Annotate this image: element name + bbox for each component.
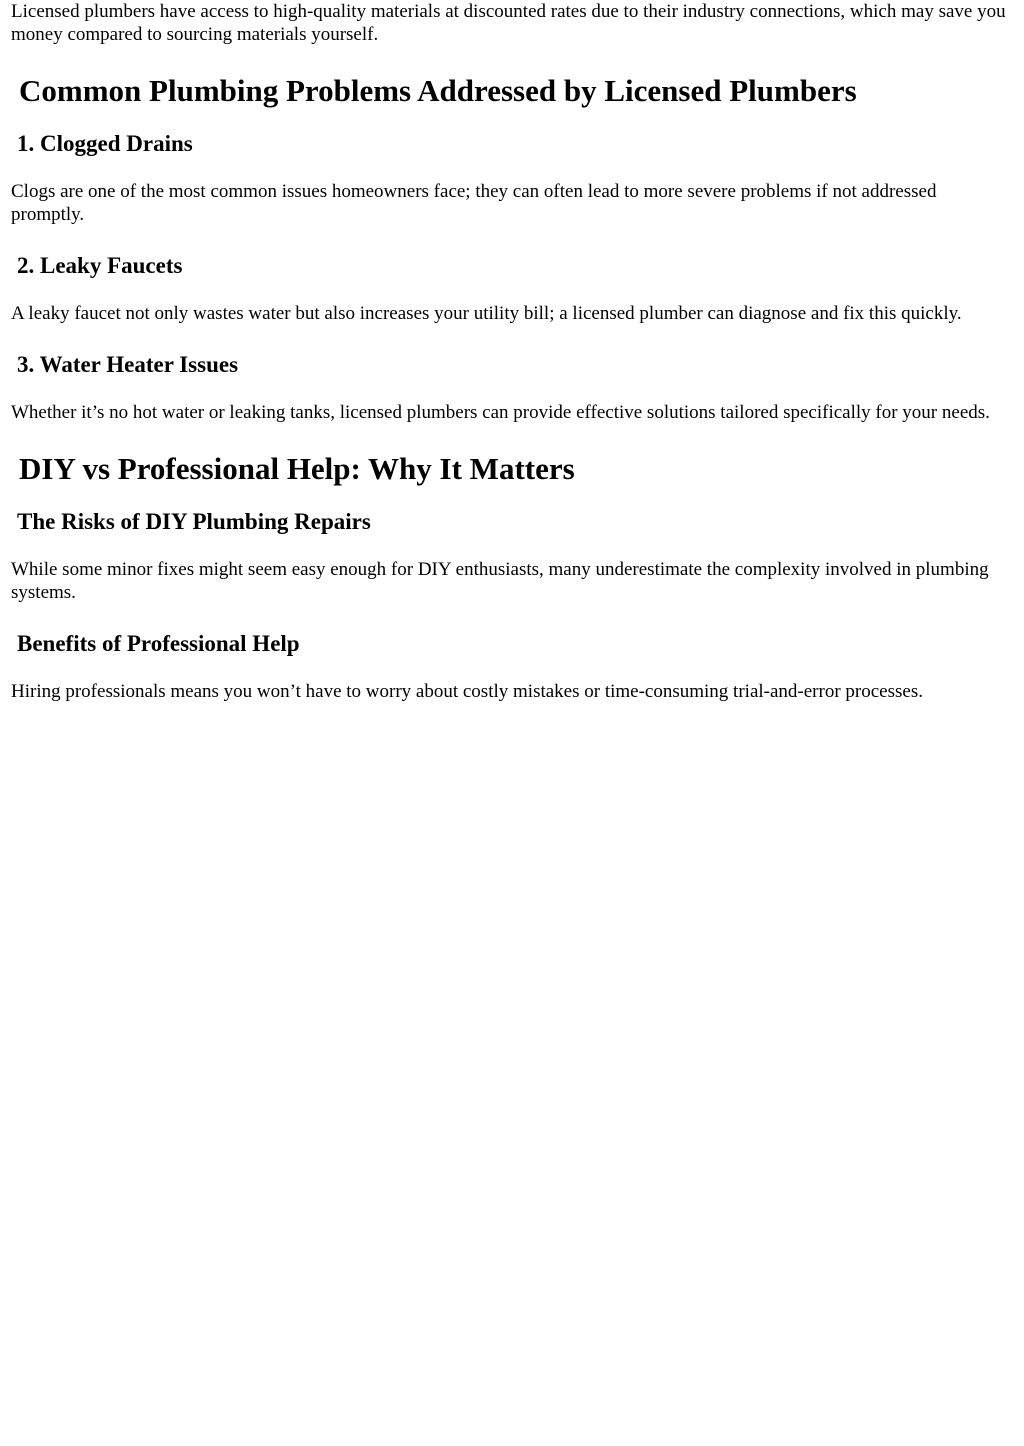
paragraph-clogged-drains: Clogs are one of the most common issues homeowners face; they can often lead to more severe problems if not addressed promptly. bbox=[11, 181, 937, 225]
subheading-clogged-drains: 1. Clogged Drains bbox=[17, 131, 193, 156]
intro-paragraph: Licensed plumbers have access to high-quality materials at discounted rates due to their industry connections, which may save you money compared to sourcing materials yourself. bbox=[11, 1, 1006, 45]
subheading-benefits-professional-help: Benefits of Professional Help bbox=[17, 631, 300, 656]
section-heading-diy-vs-professional: DIY vs Professional Help: Why It Matters bbox=[19, 451, 575, 486]
subheading-leaky-faucets: 2. Leaky Faucets bbox=[17, 253, 183, 278]
paragraph-benefits-professional-help: Hiring professionals means you won’t have to worry about costly mistakes or time-consuming trial-and-error processes. bbox=[11, 681, 923, 702]
subheading-risks-of-diy: The Risks of DIY Plumbing Repairs bbox=[17, 509, 371, 534]
section-heading-common-problems: Common Plumbing Problems Addressed by Licensed Plumbers bbox=[19, 73, 857, 108]
paragraph-water-heater-issues: Whether it’s no hot water or leaking tanks, licensed plumbers can provide effective solutions tailored specifically for your needs. bbox=[11, 402, 990, 423]
subheading-water-heater-issues: 3. Water Heater Issues bbox=[17, 352, 239, 377]
paragraph-risks-of-diy: While some minor fixes might seem easy enough for DIY enthusiasts, many underestimate the complexity involved in plumbing systems. bbox=[11, 559, 989, 603]
article-content bbox=[0, 0, 1024, 703]
paragraph-leaky-faucets: A leaky faucet not only wastes water but also increases your utility bill; a licensed plumber can diagnose and fix this quickly. bbox=[11, 303, 962, 324]
